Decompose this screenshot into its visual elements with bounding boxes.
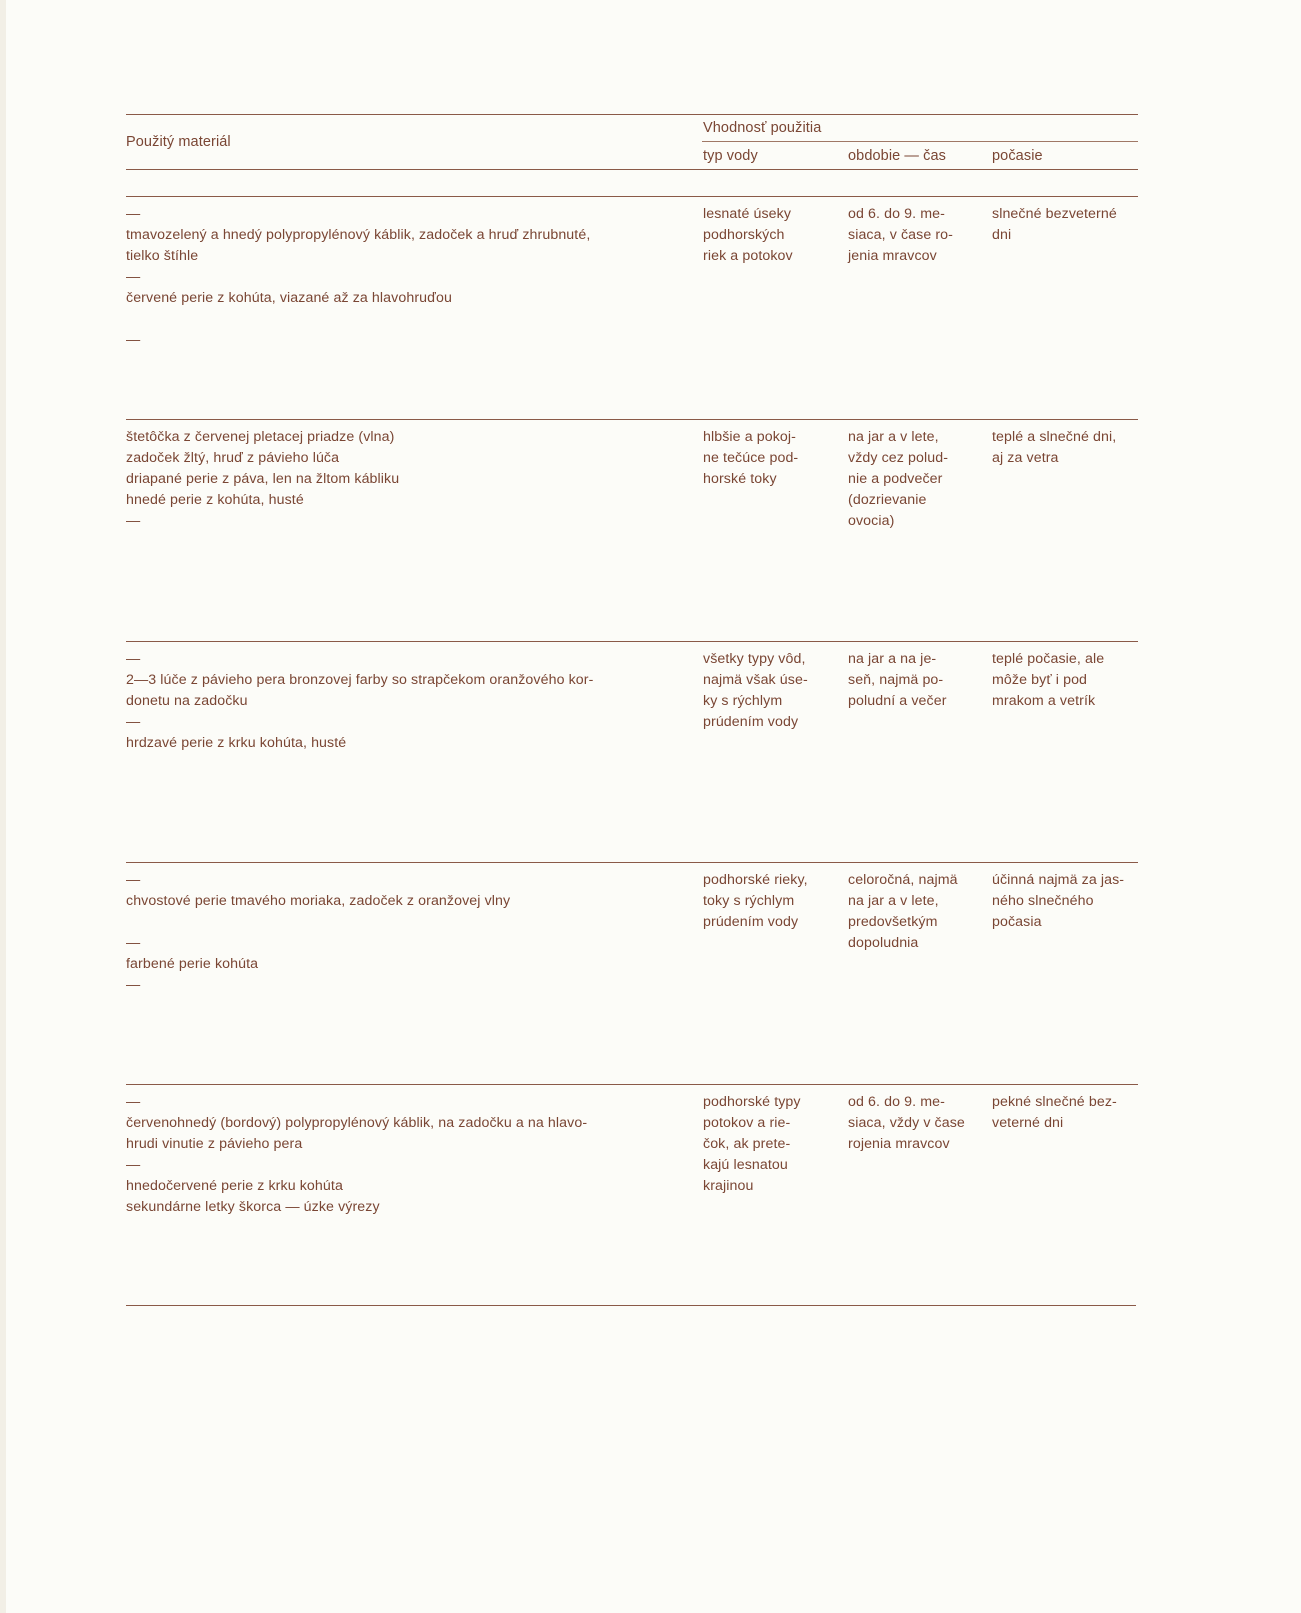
row-3-water: všetky typy vôd, najmä však úse- ky s rýchlym prúdením vody (703, 651, 808, 730)
header-water-type: typ vody (703, 148, 758, 164)
row-rule-3 (126, 862, 1138, 863)
row-2-weather: teplé a slnečné dni, aj za vetra (992, 429, 1117, 466)
header-bottom-rule (126, 169, 1138, 170)
header-material: Použitý materiál (126, 134, 231, 150)
row-1-weather: slnečné bezveterné dni (992, 206, 1117, 243)
table-bottom-rule (126, 1305, 1136, 1306)
header-sub-rule (702, 141, 1138, 142)
row-3-weather: teplé počasie, ale môže byť i pod mrakom a vetrík (992, 651, 1105, 709)
row-5-weather: pekné slnečné bez- veterné dni (992, 1094, 1117, 1131)
row-5-period: od 6. do 9. me- siaca, vždy v čase rojenia mravcov (848, 1094, 965, 1152)
row-rule-4 (126, 1084, 1138, 1085)
row-4-weather: účinná najmä za jas- ného slnečného počasia (992, 872, 1125, 930)
row-rule-1 (126, 419, 1138, 420)
row-2-water: hlbšie a pokoj- ne tečúce pod- horské toky (703, 429, 799, 487)
header-period: obdobie — čas (848, 148, 947, 164)
row-4-water: podhorské rieky, toky s rýchlym prúdením vody (703, 872, 808, 930)
row-4-material: — chvostové perie tmavého moriaka, zadoček z oranžovej vlny — farbené perie kohúta — (126, 872, 511, 993)
header-suitability: Vhodnosť použitia (703, 120, 822, 136)
row-5-material: — červenohnedý (bordový) polypropylénový káblik, na zadočku a na hlavo- hrudi vinutie z pávieho pera — hnedočervené perie z krku kohúta sekundárne letky škorca — úzke výrezy (126, 1094, 588, 1215)
row-1-water: lesnaté úseky podhorských riek a potokov (703, 206, 793, 264)
row-2-period: na jar a v lete, vždy cez polud- nie a podvečer (dozrievanie ovocia) (848, 429, 949, 529)
row-4-period: celoročná, najmä na jar a v lete, predovšetkým dopoludnia (848, 872, 958, 951)
table-top-rule (126, 114, 1138, 115)
page-edge-shadow (0, 0, 6, 1613)
header-separator-rule (126, 196, 1138, 197)
row-3-material: — 2—3 lúče z pávieho pera bronzovej farby so strapčekom oranžového kor- donetu na zadočku — hrdzavé perie z krku kohúta, husté (126, 651, 594, 751)
row-1-period: od 6. do 9. me- siaca, v čase ro- jenia mravcov (848, 206, 953, 264)
header-weather: počasie (992, 148, 1043, 164)
row-rule-2 (126, 641, 1138, 642)
row-1-material: — tmavozelený a hnedý polypropylénový káblik, zadoček a hruď zhrubnuté, tielko štíhle — červené perie z kohúta, viazané až za hlavohruďou — (126, 206, 591, 348)
row-5-water: podhorské typy potokov a rie- čok, ak prete- kajú lesnatou krajinou (703, 1094, 801, 1194)
row-2-material: štetôčka z červenej pletacej priadze (vlna) zadoček žltý, hruď z pávieho lúča driapané perie z páva, len na žltom kábliku hnedé perie z kohúta, husté — (126, 429, 400, 529)
row-3-period: na jar a na je- seň, najmä po- poludní a večer (848, 651, 947, 709)
